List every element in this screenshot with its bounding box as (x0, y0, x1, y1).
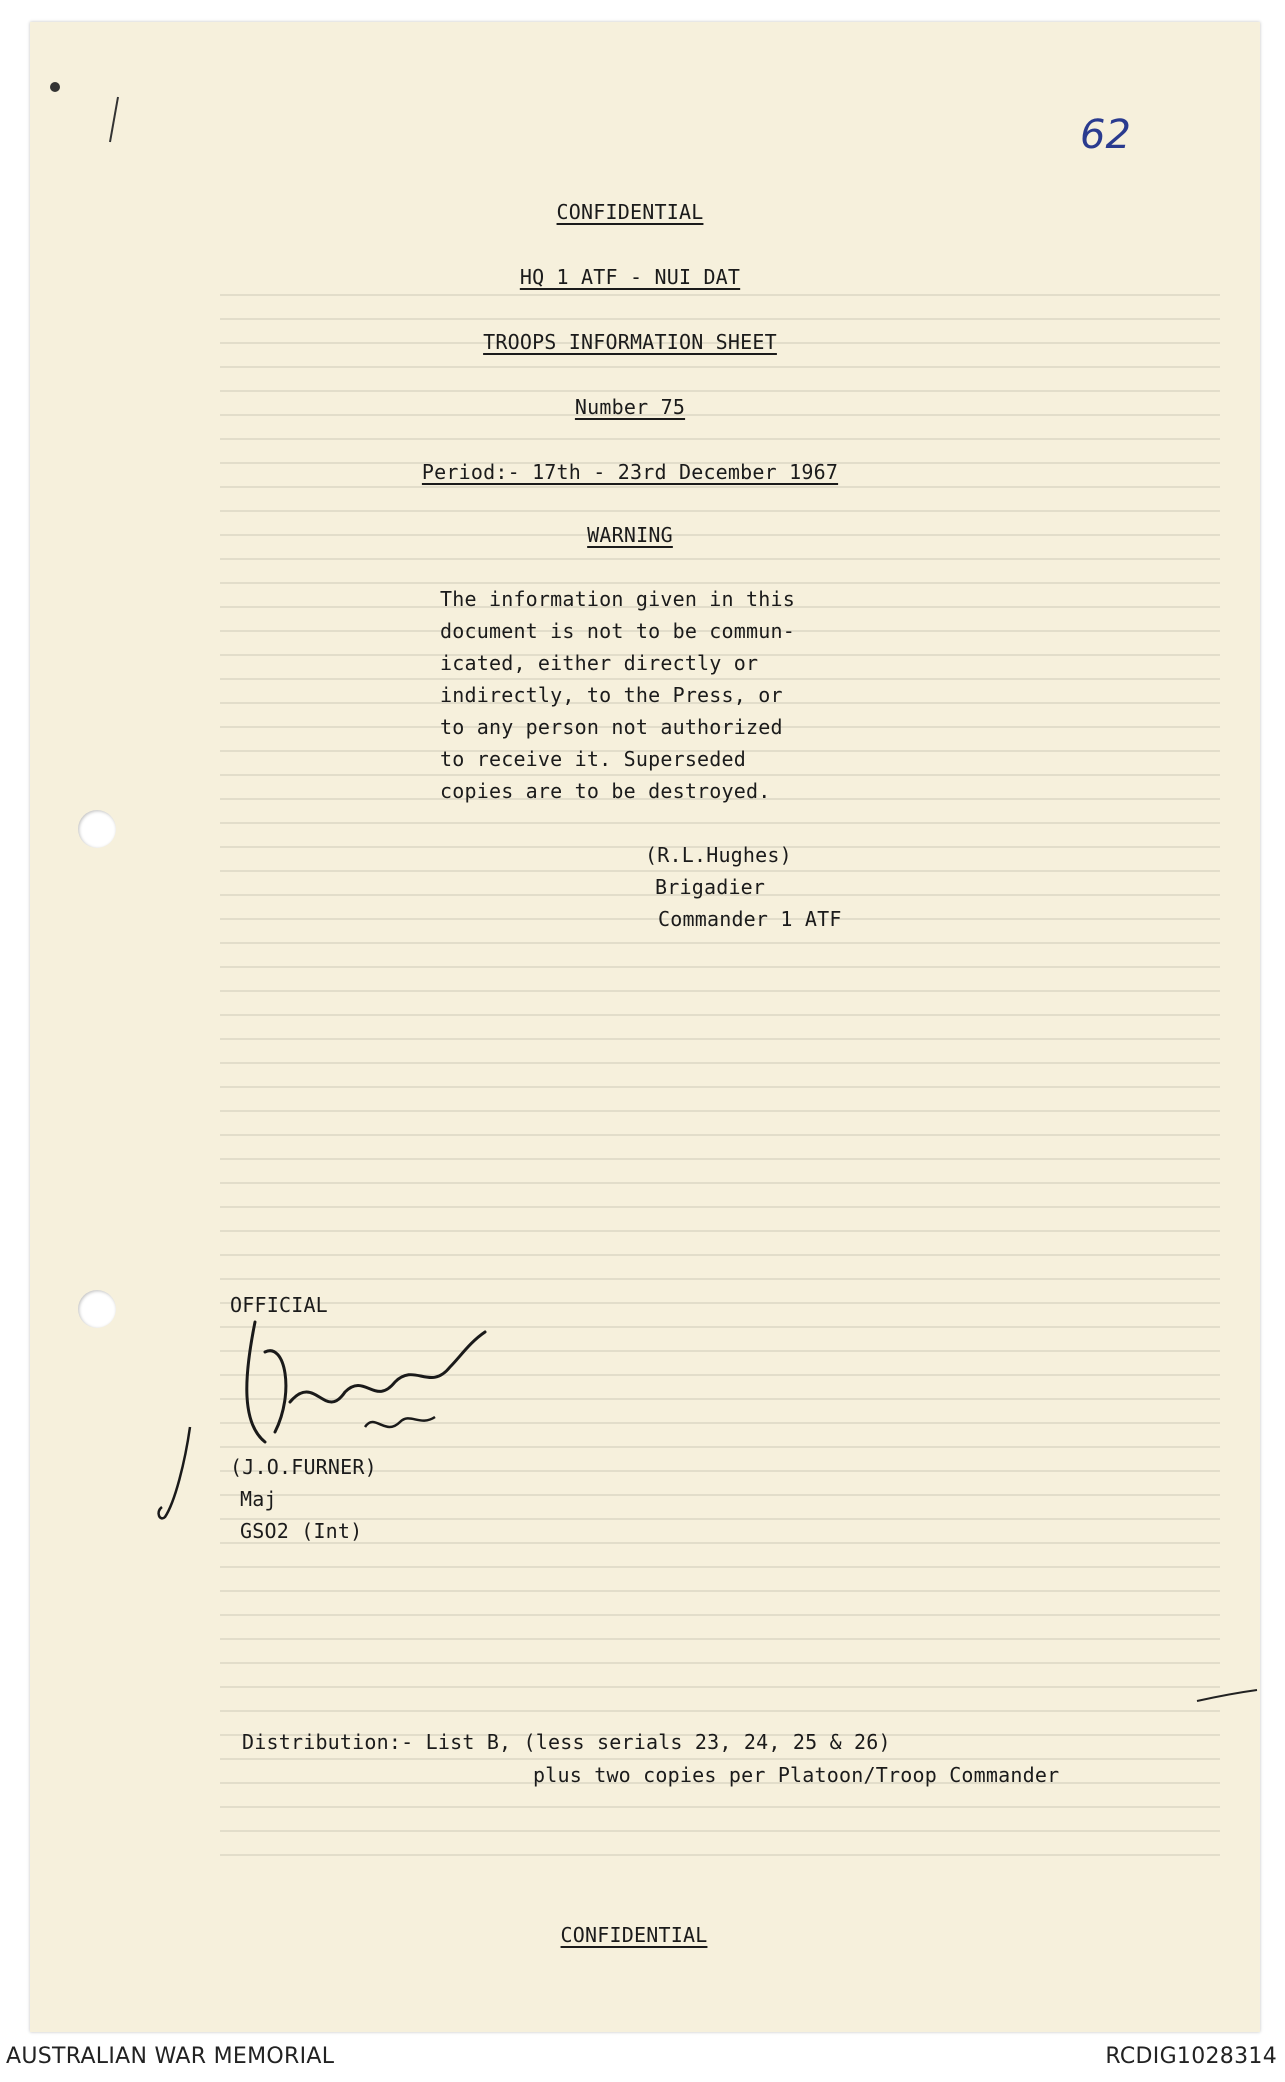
warning-line: to any person not authorized (440, 715, 783, 739)
warning-line: indirectly, to the Press, or (440, 683, 783, 707)
sheet-number: Number 75 (574, 395, 686, 419)
distribution-line-2: plus two copies per Platoon/Troop Commander (533, 1763, 1060, 1787)
official-appointment: GSO2 (Int) (240, 1519, 363, 1543)
punch-hole-bottom (78, 1290, 116, 1328)
classification-bottom: CONFIDENTIAL (560, 1923, 708, 1947)
warning-line: to receive it. Superseded (440, 747, 747, 771)
signatory-name: (R.L.Hughes) (645, 843, 792, 867)
warning-line: The information given in this (440, 587, 795, 611)
signatory-rank: Brigadier (655, 875, 766, 899)
archive-footer-right: RCDIG1028314 (1105, 2044, 1277, 2069)
bleed-through-texture (220, 272, 1220, 1872)
ink-dot (50, 82, 60, 92)
warning-line: icated, either directly or (440, 651, 759, 675)
distribution-line-1: Distribution:- List B, (less serials 23, 24, 25 & 26) (242, 1730, 891, 1754)
ink-initial-mark (150, 1422, 210, 1532)
period: Period:- 17th - 23rd December 1967 (421, 460, 839, 484)
document-type: TROOPS INFORMATION SHEET (483, 330, 777, 354)
punch-hole-top (78, 810, 116, 848)
handwritten-signature (235, 1312, 495, 1462)
hq-title: HQ 1 ATF - NUI DAT (519, 265, 741, 289)
archive-footer-left: AUSTRALIAN WAR MEMORIAL (6, 2044, 335, 2069)
warning-line: document is not to be commun- (440, 619, 795, 643)
official-rank: Maj (240, 1487, 277, 1511)
pen-tick-mark (100, 92, 130, 152)
pen-stroke-margin (1195, 1687, 1260, 1707)
classification-top: CONFIDENTIAL (556, 200, 704, 224)
warning-line: copies are to be destroyed. (440, 779, 771, 803)
folio-number: 62 (1080, 112, 1131, 158)
document-page (30, 22, 1260, 2032)
official-label: OFFICIAL (230, 1293, 328, 1317)
official-name: (J.O.FURNER) (230, 1455, 377, 1479)
signatory-appointment: Commander 1 ATF (658, 907, 842, 931)
warning-title: WARNING (587, 523, 673, 547)
